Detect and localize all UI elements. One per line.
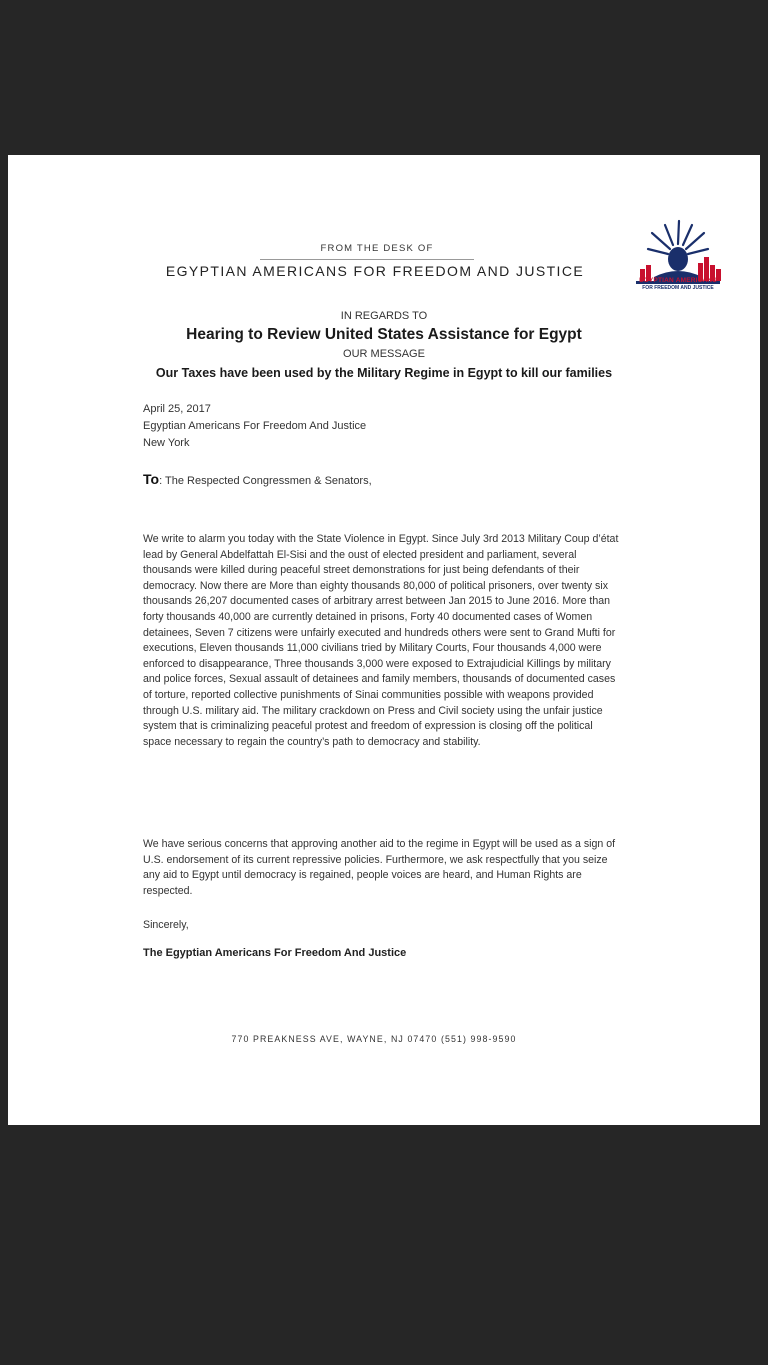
recipient-text: : The Respected Congressmen & Senators, — [159, 475, 372, 487]
body-paragraph-2: We have serious concerns that approving another aid to the regime in Egypt will be used as a sign of U.S. endorsement of its current repressive policies. Furthermore, we ask respectfully that you seize any aid to Egypt until democracy is regained, people voices are heard, and Human Rights are respected. — [143, 838, 616, 897]
hearing-title: Hearing to Review United States Assistance for Egypt — [186, 326, 582, 343]
letter-location: New York — [143, 437, 190, 449]
message-label: OUR MESSAGE — [343, 348, 425, 360]
letter-sender: Egyptian Americans For Freedom And Justice — [143, 420, 367, 432]
letterhead-from-label: FROM THE DESK OF — [320, 243, 434, 254]
closing-salutation: Sincerely, — [143, 919, 189, 931]
letterhead-divider — [260, 259, 474, 260]
logo-text-line1: EGYPTIAN AMERICANS — [639, 277, 717, 284]
letterhead-organization: EGYPTIAN AMERICANS FOR FREEDOM AND JUSTICE — [165, 263, 585, 279]
letter-date: April 25, 2017 — [143, 403, 211, 415]
letter-meta — [143, 401, 366, 452]
footer-address: 770 PREAKNESS AVE, WAYNE, NJ 07470 (551) 998-9590 — [231, 1034, 517, 1044]
signature: The Egyptian Americans For Freedom And Justice — [143, 947, 407, 959]
letter-page — [8, 155, 760, 1125]
regards-label: IN REGARDS TO — [340, 310, 428, 322]
recipient-line — [143, 471, 372, 487]
body-paragraph-1: We write to alarm you today with the State Violence in Egypt. Since July 3rd 2013 Military Coup d’état lead by General Abdelfattah El-Sisi and the oust of elected president and parliament, several thousands were killed during peaceful street demonstrations for just being defendants of their democracy. Now there are More than eighty thousands 80,000 of political prisoners, over twenty six thousands 26,207 documented cases of arbitrary arrest between Jan 2015 to June 2016. More than forty thousands 40,000 are currently detained in prisons, Forty 40 documented cases of Women detainees, Seven 7 citizens were unfairly executed and hundreds others were sent to Grand Mufti for executions, Eleven thousands 11,000 civilians tried by Military Courts, Four thousands 4,000 were enforced to disappearance, Three thousands 3,000 were exposed to Extrajudicial Killings by military and police forces, Sexual assault of detainees and family members, thousands of documented cases of torture, reported collective punishments of Sinai communities possible with weapons provided through U.S. military aid. The military crackdown on Press and Civil society using the unfair justice system that is criminalizing peaceful protest and freedom of expression is closing off the political space necessary to regain the country’s path to democracy and stability. — [143, 533, 619, 748]
recipient-label: To — [143, 471, 160, 487]
logo-text-line2: FOR FREEDOM AND JUSTICE — [642, 285, 714, 291]
message-text: Our Taxes have been used by the Military Regime in Egypt to kill our families — [155, 366, 613, 380]
